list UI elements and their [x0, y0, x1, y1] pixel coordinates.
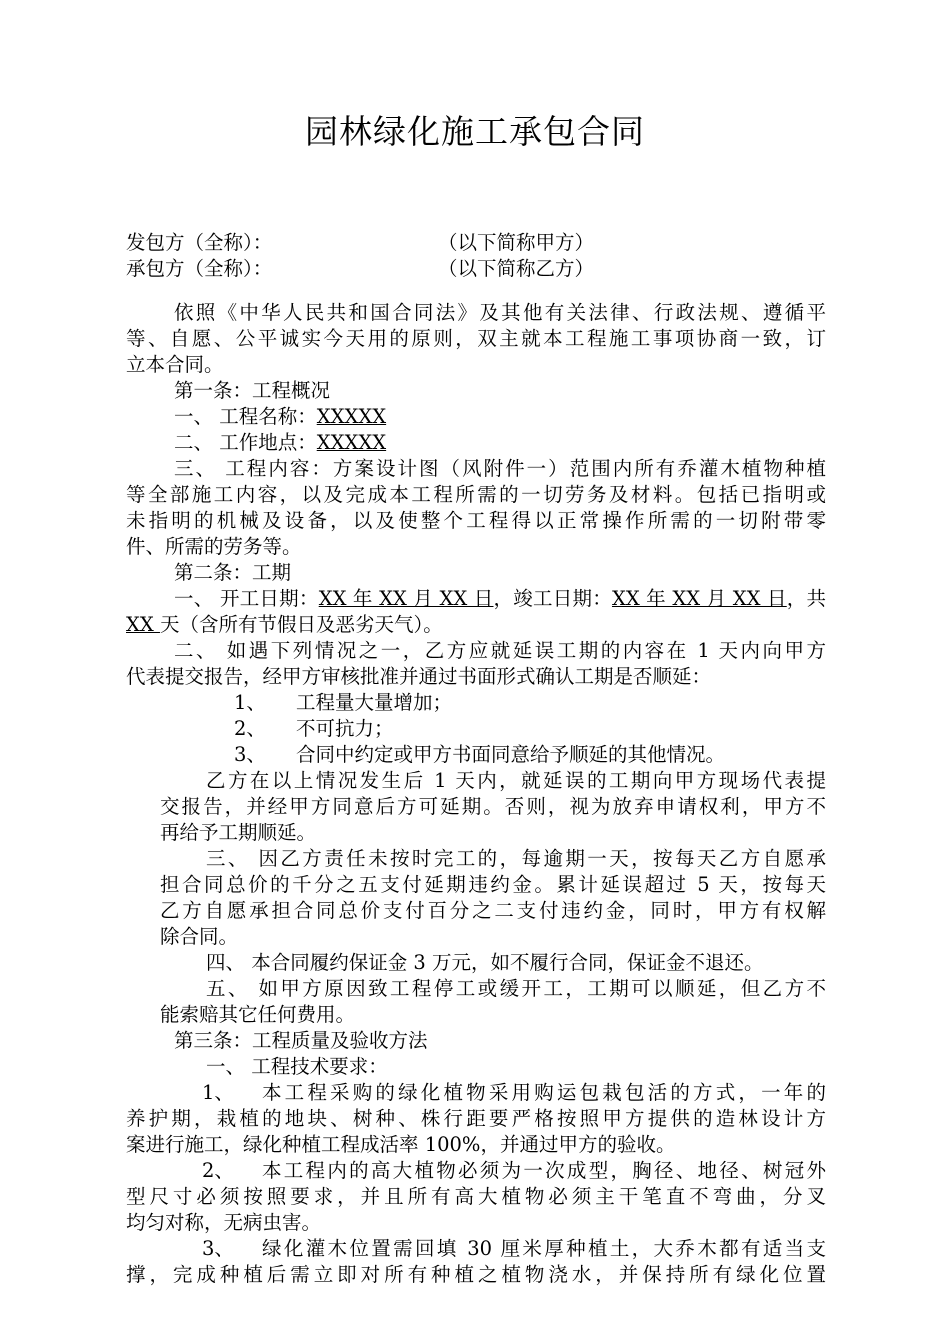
party-a-note: （以下简称甲方） [438, 231, 595, 254]
requirement-line: 本工程内的高大植物必须为一次成型，胸径、地径、树冠外 [262, 1159, 826, 1182]
project-content-line: 未指明的机械及设备，以及使整个工程得以正常操作所需的一切附带零 [126, 509, 826, 532]
requirement-line: 本工程采购的绿化植物采用购运包栽包活的方式，一年的 [262, 1081, 826, 1104]
preamble-line: 等、自愿、公平诚实今天用的原则，双主就本工程施工事项协商一致，订 [126, 327, 826, 350]
start-date-label: 一、 开工日期： [174, 587, 319, 610]
requirement-number: 1、 [202, 1081, 234, 1104]
delay-report-line: 交报告，并经甲方同意后方可延期。否则，视为放弃申请权利，甲方不 [160, 795, 826, 818]
requirement-number: 3、 [202, 1237, 234, 1260]
end-date-value: XX 年 XX 月 XX 日 [611, 587, 787, 610]
penalty-clause-line: 三、 因乙方责任未按时完工的，每逾期一天，按每天乙方自愿承 [206, 847, 826, 870]
preamble-line: 立本合同。 [126, 353, 224, 376]
party-a-label: 发包方（全称）： [126, 231, 273, 254]
requirement-line: 撑，完成种植后需立即对所有种植之植物浇水，并保持所有绿化位置 [126, 1263, 826, 1286]
project-name-row [174, 404, 386, 430]
article-1-heading: 第一条：工程概况 [174, 379, 331, 402]
party-b-note: （以下简称乙方） [438, 257, 595, 280]
project-site-label: 二、 工作地点： [174, 431, 317, 454]
project-site-value: XXXXX [316, 431, 387, 454]
duration-days-value: XX [126, 613, 160, 636]
document-title: 园林绿化施工承包合同 [305, 112, 645, 151]
delay-report-line: 再给予工期顺延。 [160, 821, 317, 844]
duration-label: ，共 [786, 587, 826, 610]
article-3-heading: 第三条：工程质量及验收方法 [174, 1029, 428, 1052]
preamble-line: 依照《中华人民共和国合同法》及其他有关法律、行政法规、遵循平 [174, 301, 826, 324]
list-item-number: 2、 [234, 717, 266, 740]
list-item-number: 3、 [234, 743, 266, 766]
penalty-clause-line: 除合同。 [160, 925, 239, 948]
requirement-number: 2、 [202, 1159, 234, 1182]
technical-requirements-heading: 一、 工程技术要求： [206, 1055, 388, 1078]
requirement-line: 绿化灌木位置需回填 30 厘米厚种植土，大乔木都有适当支 [262, 1237, 826, 1260]
party-b-label: 承包方（全称）： [126, 257, 273, 280]
project-name-value: XXXXX [316, 405, 387, 428]
project-content-line: 件、所需的劳务等。 [126, 535, 302, 558]
requirement-line: 均匀对称，无病虫害。 [126, 1211, 322, 1234]
delay-report-line: 乙方在以上情况发生后 1 天内，就延误的工期向甲方现场代表提 [206, 769, 826, 792]
requirement-line: 型尺寸必须按照要求，并且所有高大植物必须主干笔直不弯曲，分叉 [126, 1185, 826, 1208]
project-content-line: 等全部施工内容，以及完成本工程所需的一切劳务及材料。包括已指明或 [126, 483, 826, 506]
penalty-clause-line: 担合同总价的千分之五支付延期违约金。累计延误超过 5 天，按每天 [160, 873, 826, 896]
schedule-duration-line [126, 612, 443, 638]
suspension-clause-line: 五、 如甲方原因致工程停工或缓开工，工期可以顺延，但乙方不 [206, 977, 826, 1000]
requirement-line: 养护期，栽植的地块、树种、株行距要严格按照甲方提供的造林设计方 [126, 1107, 826, 1130]
penalty-clause-line: 乙方自愿承担合同总价支付百分之二支付违约金，同时，甲方有权解 [160, 899, 826, 922]
suspension-clause-line: 能索赔其它任何费用。 [160, 1003, 356, 1026]
project-content-line: 三、 工程内容：方案设计图（风附件一）范围内所有乔灌木植物种植 [174, 457, 826, 480]
duration-note: 天（含所有节假日及恶劣天气）。 [159, 613, 443, 636]
deposit-clause: 四、 本合同履约保证金 3 万元，如不履行合同，保证金不退还。 [206, 951, 764, 974]
delay-clause-line: 二、 如遇下列情况之一，乙方应就延误工期的内容在 1 天内向甲方 [174, 639, 826, 662]
end-date-label: ，竣工日期： [493, 587, 612, 610]
start-date-value: XX 年 XX 月 XX 日 [318, 587, 494, 610]
schedule-dates-line [174, 586, 826, 612]
list-item: 工程量大量增加； [296, 691, 453, 714]
list-item-number: 1、 [234, 691, 266, 714]
delay-clause-line: 代表提交报告，经甲方审核批准并通过书面形式确认工期是否顺延： [126, 665, 712, 688]
requirement-line: 案进行施工，绿化种植工程成活率 100%，并通过甲方的验收。 [126, 1133, 676, 1156]
project-site-row [174, 430, 386, 456]
list-item: 不可抗力； [296, 717, 394, 740]
article-2-heading: 第二条：工期 [174, 561, 292, 584]
project-name-label: 一、 工程名称： [174, 405, 317, 428]
list-item: 合同中约定或甲方书面同意给予顺延的其他情况。 [296, 743, 726, 766]
